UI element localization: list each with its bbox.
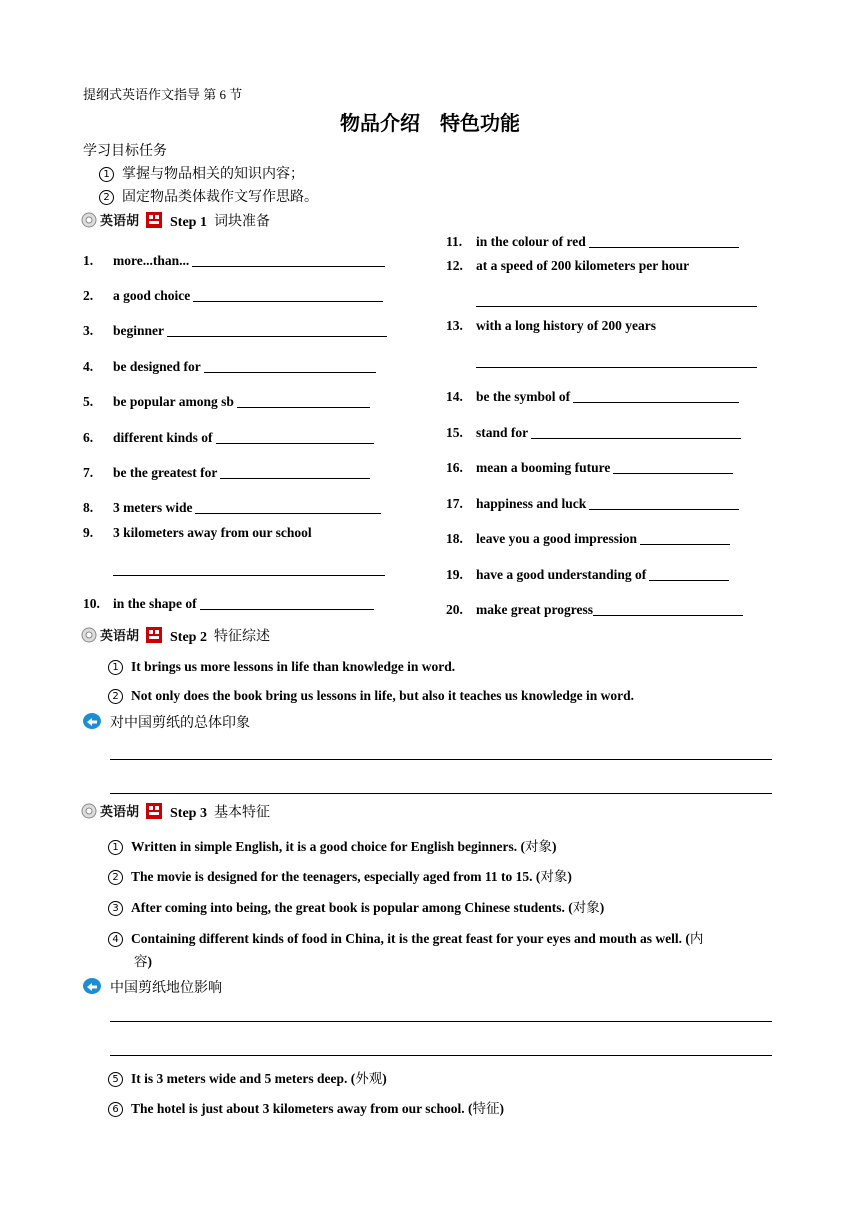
step-title: 特征综述	[213, 629, 270, 645]
english-hu-logo-icon	[80, 801, 166, 826]
phrase-item: 11. in the colour of red	[446, 234, 739, 250]
answer-blank[interactable]	[649, 568, 729, 581]
goal-item	[99, 186, 318, 206]
answer-line[interactable]	[110, 793, 772, 794]
example-sentence-continued: 容)	[134, 954, 152, 969]
answer-line[interactable]	[110, 1021, 772, 1022]
answer-blank[interactable]	[589, 497, 739, 510]
answer-blank[interactable]	[237, 395, 370, 408]
english-hu-logo-icon	[80, 210, 166, 235]
example-sentence: 6 The hotel is just about 3 kilometers away from our school. (特征)	[108, 1097, 504, 1117]
phrase-item: 3. beginner	[83, 323, 387, 339]
goal-item	[99, 163, 304, 183]
answer-line[interactable]	[110, 759, 772, 760]
phrase-item: 9. 3 kilometers away from our school	[83, 525, 312, 540]
phrase-item: 12. at a speed of 200 kilometers per hour	[446, 258, 690, 273]
example-sentence: 2 The movie is designed for the teenagers, especially aged from 11 to 15. (对象)	[108, 865, 572, 885]
answer-blank[interactable]	[589, 235, 739, 248]
goal-mark: 2	[99, 190, 114, 205]
answer-blank[interactable]	[640, 532, 730, 545]
logo-text: 英语胡	[100, 214, 140, 229]
answer-blank[interactable]	[476, 367, 757, 368]
phrase-item: 16. mean a booming future	[446, 460, 733, 476]
page-title: 物品介绍 特色功能	[340, 113, 520, 135]
phrase-item: 18. leave you a good impression	[446, 531, 730, 547]
step3-heading	[80, 801, 270, 826]
step-title: 基本特征	[213, 805, 270, 821]
step2-heading	[80, 625, 270, 650]
example-sentence: 2 Not only does the book bring us lessons in life, but also it teaches us knowledge in word.	[108, 688, 634, 704]
step-title: 词块准备	[213, 214, 270, 230]
phrase-item: 13. with a long history of 200 years	[446, 318, 656, 333]
arrow-bubble-icon	[82, 712, 102, 735]
phrase-item: 8. 3 meters wide	[83, 500, 381, 516]
answer-blank[interactable]	[531, 426, 741, 439]
goal-text: 掌握与物品相关的知识内容；	[122, 167, 304, 182]
answer-blank[interactable]	[193, 289, 383, 302]
example-sentence: 1 Written in simple English, it is a good choice for English beginners. (对象)	[108, 835, 557, 855]
phrase-item: 14. be the symbol of	[446, 389, 739, 405]
answer-blank[interactable]	[613, 461, 733, 474]
phrase-item: 1. more...than...	[83, 253, 385, 269]
goal-text: 固定物品类体裁作文写作思路。	[122, 190, 318, 205]
answer-blank[interactable]	[167, 324, 387, 337]
phrase-item: 7. be the greatest for	[83, 465, 370, 481]
example-sentence: 4 Containing different kinds of food in China, it is the great feast for your eyes and mouth as well. (内	[108, 927, 703, 947]
phrase-item: 4. be designed for	[83, 359, 376, 375]
step1-heading	[80, 210, 270, 235]
answer-blank[interactable]	[195, 501, 381, 514]
answer-blank[interactable]	[220, 466, 370, 479]
answer-blank[interactable]	[216, 431, 374, 444]
answer-blank[interactable]	[200, 597, 374, 610]
example-sentence: 3 After coming into being, the great book is popular among Chinese students. (对象)	[108, 896, 604, 916]
answer-blank[interactable]	[593, 603, 743, 616]
arrow-bubble-icon	[82, 977, 102, 1000]
step-label: Step 2	[170, 629, 207, 645]
phrase-item: 2. a good choice	[83, 288, 383, 304]
phrase-item: 5. be popular among sb	[83, 394, 370, 410]
phrase-item: 20. make great progress	[446, 602, 743, 618]
goal-mark: 1	[99, 167, 114, 182]
phrase-item: 6. different kinds of	[83, 430, 374, 446]
phrase-item: 19. have a good understanding of	[446, 567, 729, 583]
doc-header: 提纲式英语作文指导 第 6 节	[83, 87, 243, 102]
answer-blank[interactable]	[573, 390, 739, 403]
step-label: Step 3	[170, 805, 207, 821]
english-hu-logo-icon	[80, 625, 166, 650]
phrase-item: 17. happiness and luck	[446, 496, 739, 512]
task-prompt: 对中国剪纸的总体印象	[82, 712, 250, 735]
answer-blank[interactable]	[204, 360, 376, 373]
answer-blank[interactable]	[476, 306, 757, 307]
phrase-item: 10. in the shape of	[83, 596, 374, 612]
answer-blank[interactable]	[113, 575, 385, 576]
phrase-item: 15. stand for	[446, 425, 741, 441]
example-sentence: 5 It is 3 meters wide and 5 meters deep. (外观)	[108, 1067, 387, 1087]
task-prompt: 中国剪纸地位影响	[82, 977, 222, 1000]
logo-text: 英语胡	[100, 629, 140, 644]
example-sentence: 1 It brings us more lessons in life than knowledge in word.	[108, 659, 455, 675]
answer-line[interactable]	[110, 1055, 772, 1056]
logo-text: 英语胡	[100, 805, 140, 820]
goals-heading: 学习目标任务	[83, 144, 167, 159]
step-label: Step 1	[170, 214, 207, 230]
answer-blank[interactable]	[192, 254, 385, 267]
